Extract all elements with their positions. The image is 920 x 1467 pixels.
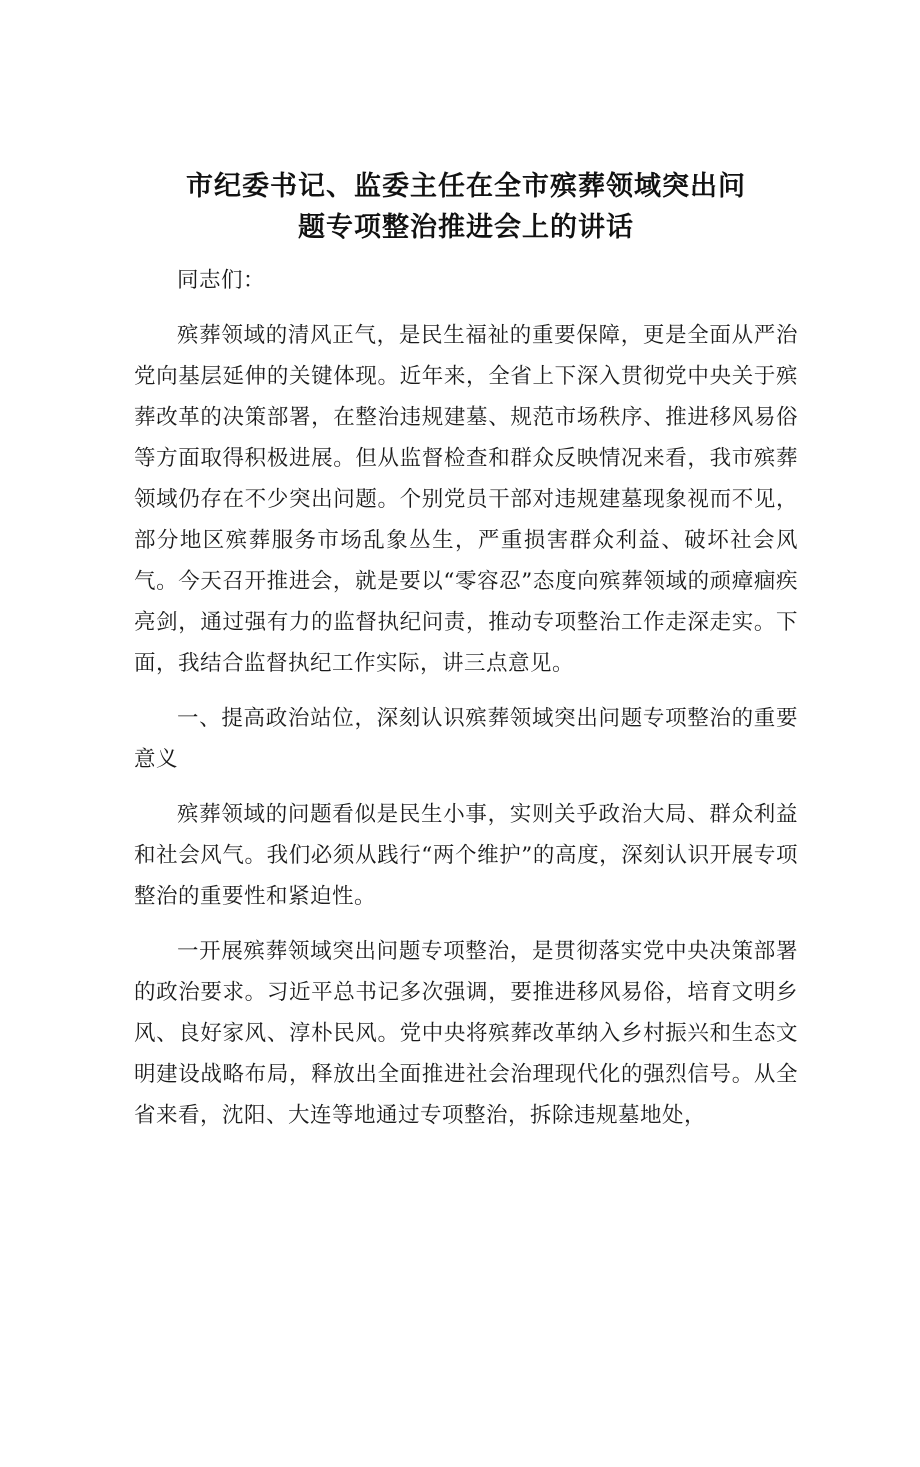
title-line-2: 题专项整治推进会上的讲话 bbox=[298, 212, 634, 243]
section-heading-1: 一、提高政治站位，深刻认识殡葬领域突出问题专项整治的重要意义 bbox=[134, 706, 798, 772]
title-line-1: 市纪委书记、监委主任在全市殡葬领域突出问 bbox=[186, 171, 746, 202]
document-body bbox=[134, 260, 798, 1136]
document-title bbox=[134, 166, 798, 248]
paragraph-intro: 殡葬领域的清风正气，是民生福祉的重要保障，更是全面从严治党向基层延伸的关键体现。近年来，全省上下深入贯彻党中央关于殡葬改革的决策部署，在整治违规建墓、规范市场秩序、推进移风易俗等方面取得积极进展。但从监督检查和群众反映情况来看，我市殡葬领域仍存在不少突出问题。个别党员干部对违规建墓现象视而不见，部分地区殡葬服务市场乱象丛生，严重损害群众利益、破坏社会风气。今天召开推进会，就是要以“零容忍”态度向殡葬领域的顽瘴痼疾亮剑，通过强有力的监督执纪问责，推动专项整治工作走深走实。下面，我结合监督执纪工作实际，讲三点意见。 bbox=[134, 323, 798, 676]
salutation: 同志们： bbox=[177, 268, 266, 293]
paragraph-point-1: 一开展殡葬领域突出问题专项整治，是贯彻落实党中央决策部署的政治要求。习近平总书记多次强调，要推进移风易俗，培育文明乡风、良好家风、淳朴民风。党中央将殡葬改革纳入乡村振兴和生态文明建设战略布局，释放出全面推进社会治理现代化的强烈信号。从全省来看，沈阳、大连等地通过专项整治，拆除违规墓地处， bbox=[134, 939, 798, 1128]
document-page bbox=[0, 166, 920, 1467]
paragraph-section-1: 殡葬领域的问题看似是民生小事，实则关乎政治大局、群众利益和社会风气。我们必须从践行“两个维护”的高度，深刻认识开展专项整治的重要性和紧迫性。 bbox=[134, 802, 798, 909]
